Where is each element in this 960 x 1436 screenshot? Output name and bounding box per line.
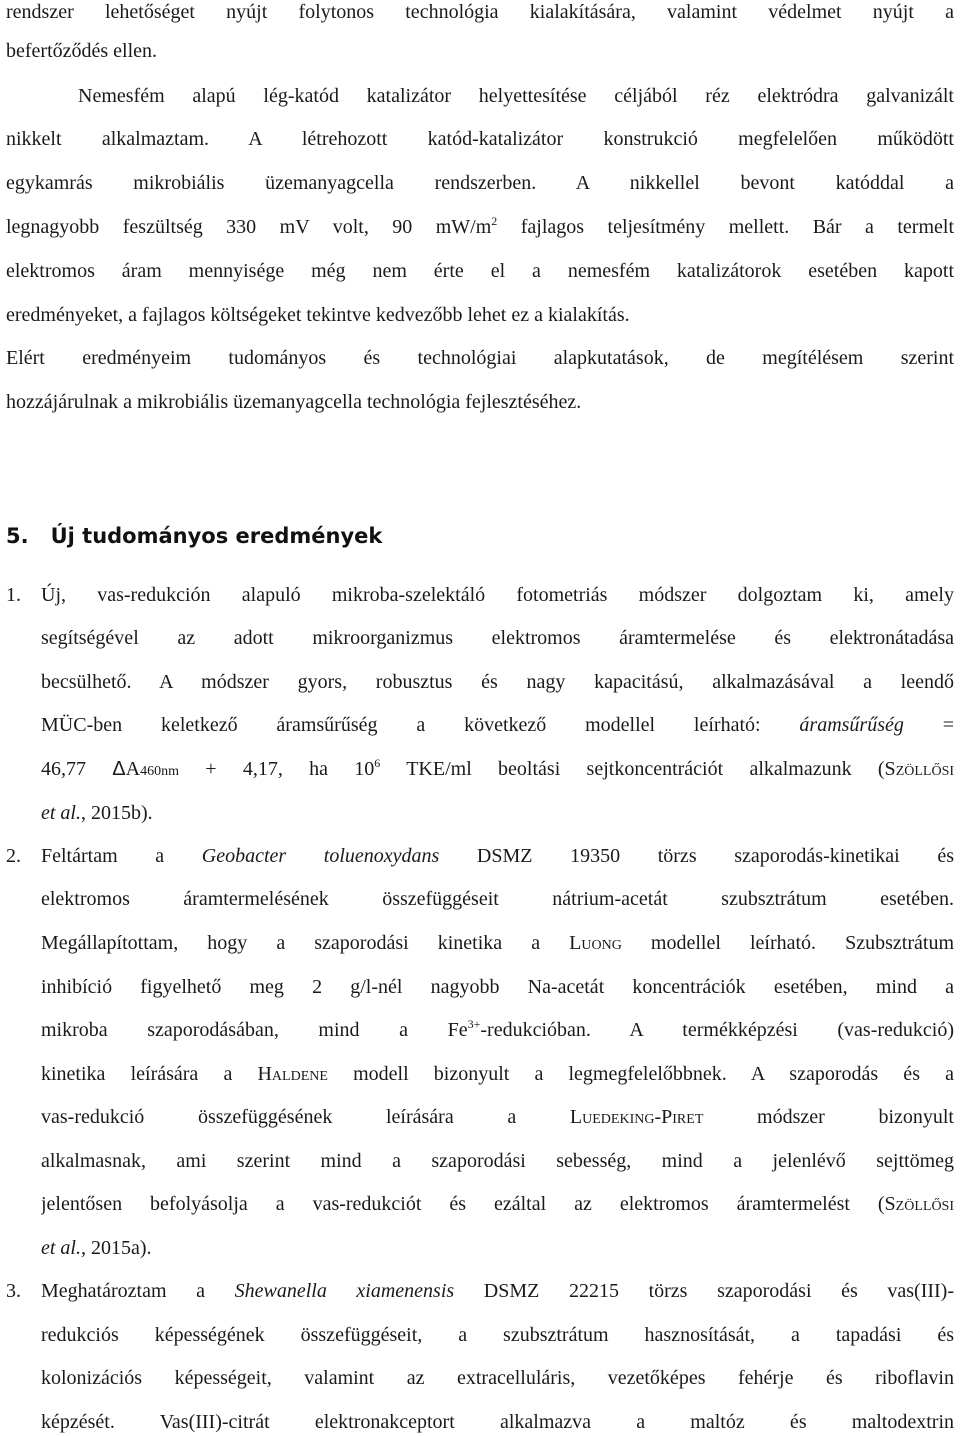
item-1-line-6: et al., 2015b).	[41, 802, 153, 824]
item-3-line-3: kolonizációs képességeit, valamint az extracelluláris, vezetőképes fehérje és riboflavin	[41, 1367, 954, 1389]
item-2-line-7: vas-redukció összefüggésének leírására a Luedeking-Piret módszer bizonyult	[41, 1106, 954, 1128]
intro-line-10: hozzájárulnak a mikrobiális üzemanyagcella technológia fejlesztéséhez.	[6, 391, 582, 413]
intro-line-3: Nemesfém alapú lég-katód katalizátor helyettesítése céljából réz elektródra galvanizált	[78, 85, 954, 107]
item-2-line-10: et al., 2015a).	[41, 1237, 152, 1259]
intro-line-7: elektromos áram mennyisége még nem érte el a nemesfém katalizátorok esetében kapott	[6, 260, 954, 282]
item-2-line-6: kinetika leírására a Haldene modell bizonyult a legmegfelelőbbnek. A szaporodás és a	[41, 1063, 954, 1085]
intro-line-1: rendszer lehetőséget nyújt folytonos technológia kialakítására, valamint védelmet nyújt a	[6, 1, 954, 23]
item-1-number: 1.	[6, 584, 21, 606]
item-2-line-3: Megállapítottam, hogy a szaporodási kinetika a Luong modellel leírható. Szubsztrátum	[41, 932, 954, 954]
item-2-line-4: inhibíció figyelhető meg 2 g/l-nél nagyobb Na-acetát koncentrációk esetében, mind a	[41, 976, 954, 998]
item-2-line-8: alkalmasnak, ami szerint mind a szaporodási sebesség, mind a jelenlévő sejttömeg	[41, 1150, 954, 1172]
item-3-line-2: redukciós képességének összefüggéseit, a szubsztrátum hasznosítását, a tapadási és	[41, 1324, 954, 1346]
intro-line-9: Elért eredményeim tudományos és technológiai alapkutatások, de megítélésem szerint	[6, 347, 954, 369]
section-heading	[6, 520, 382, 552]
item-3-number: 3.	[6, 1280, 21, 1302]
intro-line-5: egykamrás mikrobiális üzemanyagcella rendszerben. A nikkellel bevont katóddal a	[6, 172, 954, 194]
intro-line-2: befertőződés ellen.	[6, 40, 158, 62]
item-2-number: 2.	[6, 845, 21, 867]
item-1-line-2: segítségével az adott mikroorganizmus elektromos áramtermelése és elektronátadása	[41, 627, 954, 649]
item-3-line-4: képzését. Vas(III)-citrát elektronakceptort alkalmazva a maltóz és maltodextrin	[41, 1411, 954, 1433]
item-3-line-1: Meghatároztam a Shewanella xiamenensis DSMZ 22215 törzs szaporodási és vas(III)-	[41, 1280, 954, 1302]
intro-line-8: eredményeket, a fajlagos költségeket tekintve kedvezőbb lehet ez a kialakítás.	[6, 304, 630, 326]
item-1-line-3: becsülhető. A módszer gyors, robusztus és nagy kapacitású, alkalmazásával a leendő	[41, 671, 954, 693]
item-2-line-5: mikroba szaporodásában, mind a $Fe^{3+}$-redukcióban. A termékképzési (vas-redukció)	[41, 1017, 954, 1041]
intro-line-4: nikkelt alkalmaztam. A létrehozott katód-katalizátor konstrukció megfelelően működött	[6, 128, 954, 150]
section-number: 5.	[6, 524, 29, 548]
item-1-line-1: Új, vas-redukción alapuló mikroba-szelektáló fotometriás módszer dolgoztam ki, amely	[41, 584, 954, 606]
item-2-line-2: elektromos áramtermelésének összefüggéseit nátrium-acetát szubsztrátum esetében.	[41, 888, 954, 910]
item-1-line-4: MÜC-ben keletkező áramsűrűség a következő modellel leírható: áramsűrűség =	[41, 714, 954, 736]
item-2-line-9: jelentősen befolyásolja a vas-redukciót és ezáltal az elektromos áramtermelést (Szöllősi	[41, 1193, 954, 1215]
item-1-line-5: 46,77 ΔA460nm + 4,17, ha $10^6$ TKE/ml beoltási sejtkoncentrációt alkalmazunk (Szöllősi	[41, 756, 954, 780]
section-title: Új tudományos eredmények	[50, 524, 383, 548]
intro-line-6: legnagyobb feszültség 330 mV volt, 90 $mW/m^2$ fajlagos teljesítmény mellett. Bár a termelt	[6, 214, 954, 238]
item-2-line-1: Feltártam a Geobacter toluenoxydans DSMZ 19350 törzs szaporodás-kinetikai és	[41, 845, 954, 867]
